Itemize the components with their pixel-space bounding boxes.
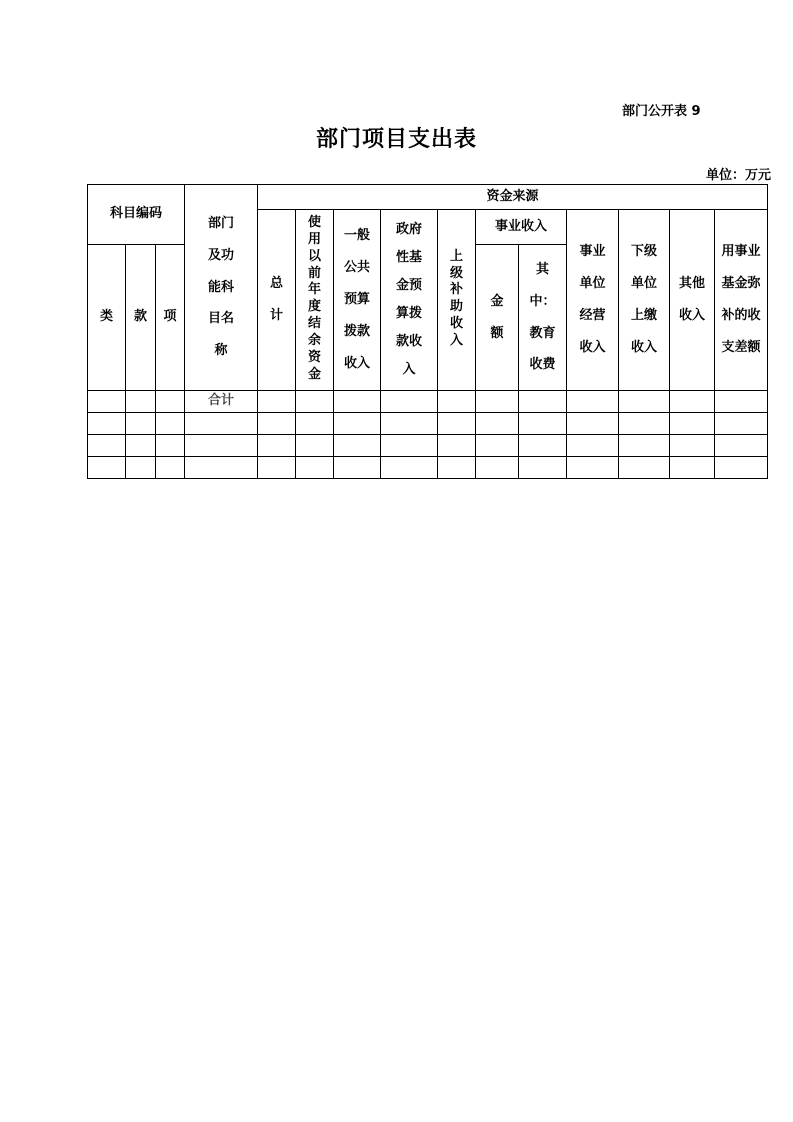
header-other-income: 其他 收入 [670,210,715,391]
header-total: 总 计 [258,210,296,391]
header-operating-income: 事业 单位 经营 收入 [567,210,619,391]
table-row [88,413,768,435]
table-row [88,391,768,413]
header-business-income: 事业收入 [476,210,567,245]
header-section: 款 [126,245,156,391]
header-gov-fund: 政府 性基 金预 算拨 款收 入 [381,210,438,391]
project-expenditure-table [87,184,768,479]
header-of-which-edu: 其 中： 教育 收费 [519,245,567,391]
header-dept-func-name: 部门 及功 能科 目名 称 [185,185,258,391]
header-class: 类 [88,245,126,391]
header-fund-offset: 用事业 基金弥 补的收 支差额 [715,210,768,391]
header-amount: 金 额 [476,245,519,391]
header-superior-subsidy: 上级补助收入 [438,210,476,391]
header-item: 项 [156,245,185,391]
table-row [88,435,768,457]
page-title: 部门项目支出表 [315,127,477,152]
header-subordinate-income: 下级 单位 上缴 收入 [619,210,670,391]
unit-label: 单位：万元 [706,168,772,183]
total-row-label: 合计 [185,391,258,413]
table-row [88,457,768,479]
header-prior-year-balance: 使用以前年度结余资金 [296,210,334,391]
table-number-tag: 部门公开表 9 [622,104,701,119]
header-subject-code: 科目编码 [88,185,185,245]
header-general-budget: 一般 公共 预算 拨款 收入 [334,210,381,391]
header-fund-source: 资金来源 [258,185,768,210]
